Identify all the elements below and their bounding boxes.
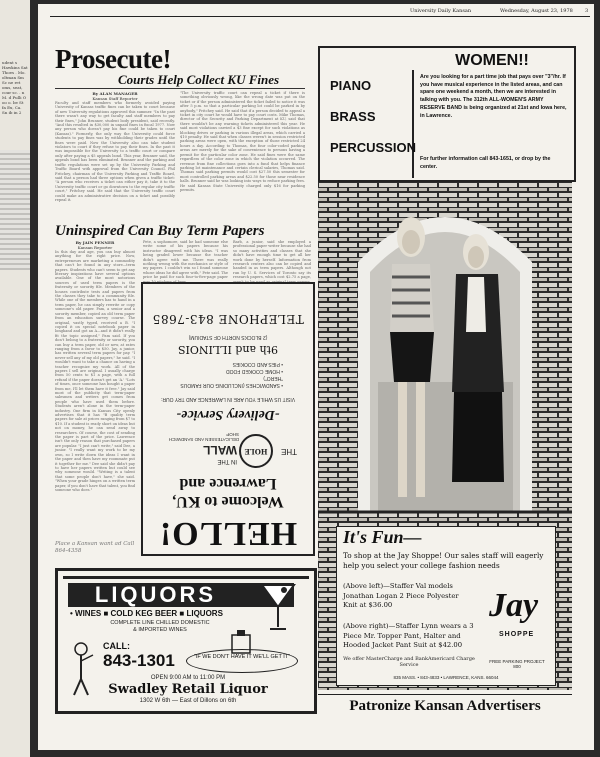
paper-name: University Daily Kansan <box>410 8 472 14</box>
martini-glass-icon <box>258 581 298 641</box>
hello-blocks: (2 BLOCKS NORTH OF STADIUM) <box>188 334 268 340</box>
liquor-address: 1302 W 6th — East of Dillons on 6th <box>139 698 237 704</box>
jay-ad-headline: It's Fun— <box>343 527 422 547</box>
instrument-percussion: PERCUSSION <box>330 140 416 155</box>
menu-item: • HOME COOKED FOOD <box>225 368 283 374</box>
logo-the: THE <box>281 447 297 456</box>
article2-col1: In this day and age, you can buy almost anything for the right price. Now, entrepreneurs are marketing a commodity that can't be found in any store—term papers. Students who can't seem to get any literary inspirations have several options available. One of the most notorious sources of used term papers is the fraternity or sorority file. Members of the houses contribute tests and papers from the classes they take to a community file. While one of the members has to hand in a term paper, he can simply rewrite or copy someone's old paper. Pam, a senior and a sorority member, copied an old term paper from an education survey course. The original, vastly typed, received a B. "I copied it on special notebook paper in longhand and got an A—and it didn't really fit the topic assigned," Pam said. If you don't belong to a fraternity or sorority, you can buy a term paper, old or new, at rates ranging from a favor to $50. Jay, a junior, has written several term papers for pay. "I never sell any of my old papers," he said. "I wouldn't want to take a chance on having a teacher recognize my work. All of the papers I sell are original. I usually charge from 50 cents to $1 a page, with a full refund if the paper doesn't get an 'A.' "Lots of times, once someone has bought a paper from me, I'll let them have it free." Jay said most of the publicity that term-paper salesmen and writers get comes from people who have used them before. Students aren't alone in the term-paper industry. One firm in Kansas City openly advertises that it has "B quality term papers for sale at prices ranging from $7 to $10. If a student is ready short on ideas but not on money, he can send away to researchers. Of course, the cost of sending the paper is part of the price. Lawrence isn't the only reason that purchased papers are popular. "I just can't write," said Dee, a junior. "I really want my work to be my own, so I write down the ideas I want in the paper and then have my roommate put it together for me." Dee said she didn't pay to have her papers written but could see why someone would. "Writing is a talent that some people don't have," she said. "When your grade hinges on a written term paper, if you don't have that talent, you find someone who does." <box>55 250 135 492</box>
instrument-piano: PIANO <box>330 78 372 93</box>
jay-logo-shoppe: SHOPPE <box>499 631 535 638</box>
liquor-products: • WINES ■ COLD KEG BEER ■ LIQUORS <box>70 609 223 618</box>
liquor-top-rule <box>63 576 309 579</box>
jay-ad-cards: We offer MasterCharge and BankAmericard Charge Service <box>343 656 475 668</box>
headline-rule <box>55 88 305 89</box>
logo-in-the: IN THE <box>217 458 237 464</box>
previous-page-photo <box>0 150 30 270</box>
hello-title: HELLO! <box>158 515 298 552</box>
jay-shoppe-logo <box>485 587 549 657</box>
menu-list <box>163 360 283 388</box>
liquor-hours: OPEN 9:00 AM to 11:00 PM <box>150 675 226 681</box>
hello-phone: TELEPHONE 843-7685 <box>152 312 304 326</box>
liquor-line3: & IMPORTED WINES <box>133 627 187 633</box>
free-parking-note: FREE PARKING PROJECT 800 <box>489 659 545 669</box>
page-number: 3 <box>585 8 589 14</box>
army-ad-body: Are you looking for a part time job that pays over "3"/hr. If you have musical experience in the listed areas, and can spare one weekend a month, then we are interested in talking with you. The 312th ALL-WOMEN'S ARMY RESERVE BAND is being organized at 21st and Iowa here, in Lawrence. <box>420 74 567 119</box>
instrument-brass: BRASS <box>330 109 376 124</box>
army-ad-title: WOMEN!! <box>455 52 529 69</box>
jay-ad-address: 835 MASS. • 843-4833 • LAWRENCE, KANS. 66044 <box>393 675 499 680</box>
footer-slogan: Patronize Kansan Advertisers <box>349 698 541 714</box>
hello-welcome: Welcome to KU, Lawrence and <box>172 475 284 510</box>
byline-2: By JAIN PENNER <box>75 240 115 245</box>
liquor-store-name: Swadley Retail Liquor <box>108 682 268 697</box>
jay-ad-item2: (Above right)—Staffer Lynn wears a 3 Piece Mr. Topper Pant, Halter and Hooded Jacket Pant Suit at $42.00 <box>343 622 474 650</box>
place-ad-note: Place a Kansan want ad Call 864-4358 <box>55 541 135 554</box>
army-ad-divider <box>412 70 414 178</box>
delivery-service: -Delivery Service- <box>176 407 280 422</box>
article1-col2: "The University traffic court can repeal a ticket if there is something obviously wrong, like the wrong date was put on the ticket or if the person administered the ticket failed to notice it was after 5 p.m. so that a particular parking lot could be parked in by anybody," Fritchey said. He said that if a person decided to appeal a ticket in city court he would have to pay court costs. Mike Thomas, director of the Security and Parking Department at KU, said that there wouldn't be any warning tickets administered this year. He said most violations carried a $3 fine except for such violations as blocking drives or parking in various illegal areas, which carried a $10 penalty. He said that when classes weren't in session restricted parking areas were open, with the exception of those restricted 24 hours a day. According to Thomas, the four color-coded parking areas are merely for the sake of convenience to persons having a permit for the particular color zone. He said fines were the same regardless of the color zone in which the violation occurred. The revenue from fine collections goes into a fund that helps finance parking lot maintenance and certain clerical salaries, Thomas said. Thomas said parking permits would cost $27.50 this semester for most controlled parking areas and $22.50 for those near residence halls. Brunner said he was looking into ways to reduce parking fees. He said Kansas State University charged only $16 for parking permits. <box>180 91 305 192</box>
previous-page-edge <box>0 0 30 757</box>
hello-address: 9th and ILLINOIS <box>178 343 279 356</box>
liquor-ad-box <box>55 568 317 714</box>
byline-1: By ALAN MANAGER <box>92 91 138 96</box>
previous-page-text: udent s Hawkins Sat Thoes . Mo. oltman Sm Sc ne ret oms, seat, cour sc. . n M. d Pulli O oo o. be St fa Ex, Ca. Sn ib in 2 <box>2 60 28 115</box>
liquor-call-label: CALL: <box>103 641 130 651</box>
logo-wall: WALL <box>203 443 237 457</box>
logo-hole: HOLE <box>239 434 273 468</box>
liquor-title: LIQUORS <box>94 582 217 607</box>
visit-us-text: VISIT US WHILE YOU ARE IN LAWRENCE AND TRY OUR: <box>160 396 296 402</box>
liquor-line2: COMPLETE LINE CHILLED DOMESTIC <box>110 620 210 626</box>
logo-deli: DELICATESSEN AND SANDWICH SHOP <box>168 432 239 442</box>
liquor-speech-bubble: "IF WE DON'T HAVE IT WE'LL GET IT" <box>186 649 298 673</box>
byline-1-title: Kansan Staff Reporter <box>92 96 138 101</box>
jay-ad-item1: (Above left)—Staffer Val models Jonathan Logan 2 Piece Polyester Knit at $36.00 <box>343 582 459 610</box>
army-ad-contact: For further information call 843-1651, or drop by the center. <box>420 156 551 170</box>
liquor-phone: 843-1301 <box>103 651 175 670</box>
subhead-courts: Courts Help Collect KU Fines <box>118 72 280 87</box>
jay-shoppe-photo <box>318 182 572 690</box>
footer-rule <box>318 694 572 695</box>
headline-prosecute: Prosecute! <box>55 44 171 74</box>
hello-ad-inverted <box>143 284 313 554</box>
army-band-ad <box>318 46 576 182</box>
menu-item: • SANDWICHES (INCLUDING OUR FAMOUS "HERO") <box>180 375 283 388</box>
byline-2-title: Kansan Reporter <box>77 245 113 250</box>
hello-ad-box <box>141 282 315 556</box>
jay-ad-body: To shop at the Jay Shoppe! Our sales staff will eagerly help you select your college fashion needs <box>343 551 544 570</box>
masthead-rule <box>50 16 590 17</box>
article1-col1: Faculty and staff members who formerly avoided paying University of Kansas traffic fines can be taken to court because of new University regulations approved this summer. "In the past there wasn't any way to get faculty and staff members to pay their fines," John Brunner, student body president, said recently. "And this resulted in $30,000 in unpaid fines in fiscal 1977. Now any person who doesn't pay his fine could be taken to court (Kansas)." Formerly, the only way the University could force students to pay fines was by withholding their grades until the fines were paid. Now the University also can take student violators to court if they refuse to pay their fines. In the past it was impossible for the University to a traffic court or compare only after paying a $5 appeals bond. This year, Brunner said, the appeals bond has been eliminated. Brunner and the parking and traffic regulations were set up by the University Parking and Traffic Board with approval from the University Council. Phil Fritchey, chairman of the University Parking and Traffic Board, said that a person had three options when given a traffic ticket: "A person who receives a ticket can either pay it, take it to the University traffic court or go downtown to the regular city traffic court," Fritchey said. He said that the University traffic court could make an administrative decision on a ticket and possibly repeal it. <box>55 101 175 202</box>
article2-col3: Barb, a junior, said she employed a professional paper writer because she had so many activities and classes that she didn't have enough time to get all her work done by herself. Information from research centers also can be copied and handed in as term papers. Although not run by U. S. Services of Toronto say its research papers, which cost $2.75 a page, <box>233 240 311 280</box>
page-date: Wednesday, August 23, 1978 <box>500 8 573 14</box>
hole-in-wall-logo <box>157 424 299 468</box>
menu-item: • PIES AND COOKIES <box>232 361 283 367</box>
headline-term-papers: Uninspired Can Buy Term Papers <box>55 223 265 239</box>
article2-col2: Pete, a sophomore, said he had someone else write some of his papers because his instructor disagreed with his ideas. "I was being graded lower because the teacher didn't agree with me. There was really nothing wrong with the mechanics or style of my papers. I couldn't win so I found someone whose ideas he did agree with," Pete said. The price he paid for such four-to-five-page paper <box>143 240 228 280</box>
jay-logo-script: Jay <box>489 587 539 624</box>
jay-ad-textbox <box>336 526 556 686</box>
